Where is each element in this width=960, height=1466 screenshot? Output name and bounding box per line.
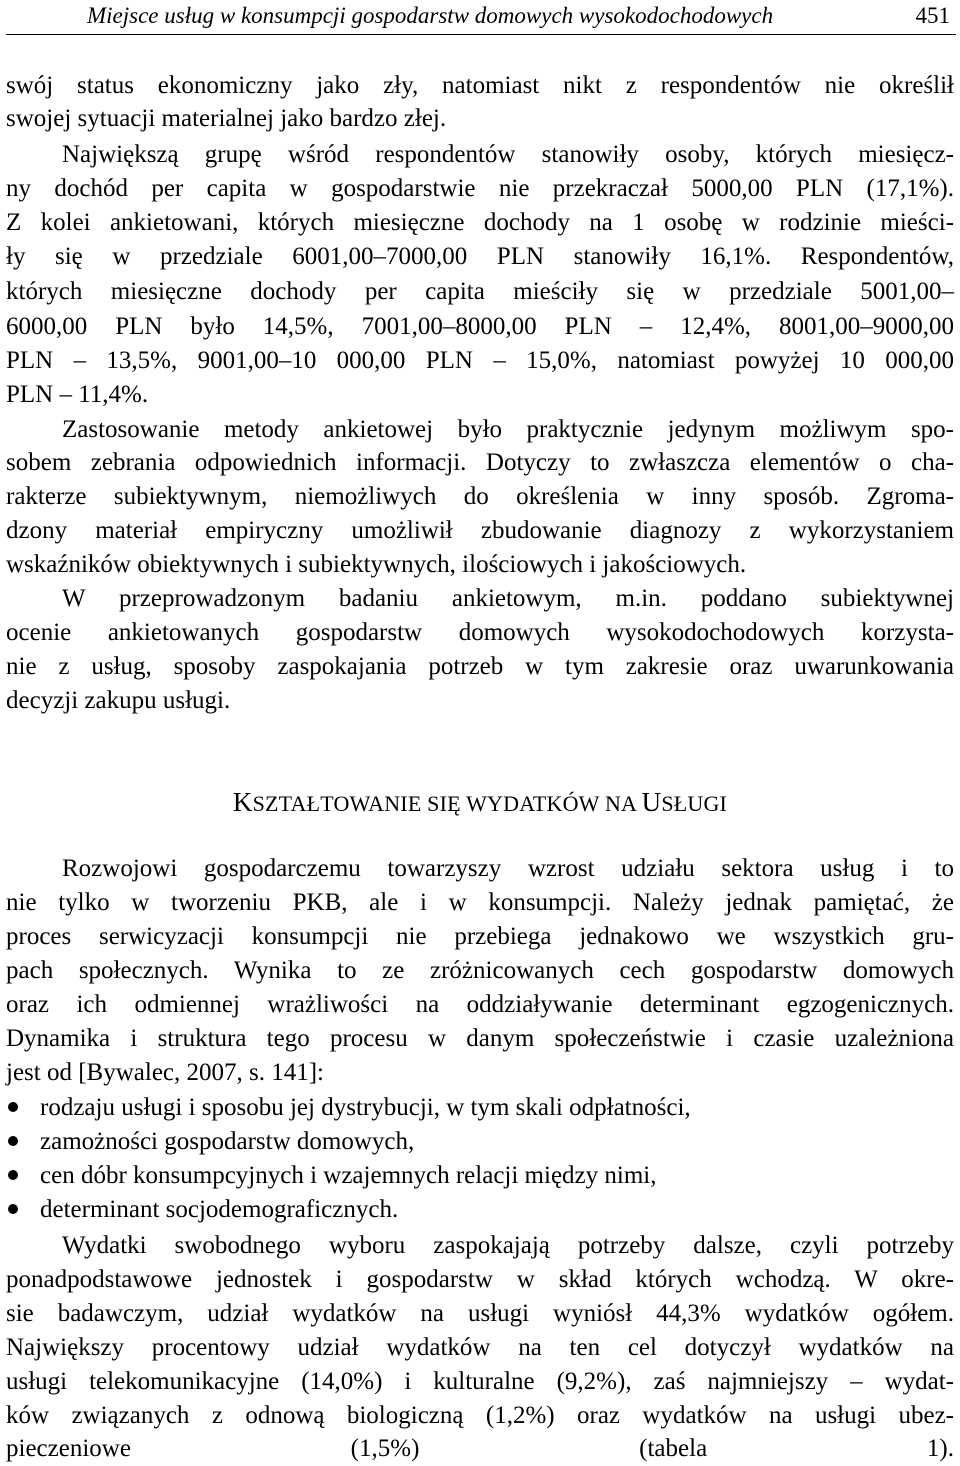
text-line: dzony materiał empiryczny umożliwił zbudowanie diagnozy z wykorzystaniem bbox=[6, 517, 954, 544]
text-line: rakterze subiektywnym, niemożliwych do określenia w inny sposób. Zgroma- bbox=[6, 483, 954, 510]
bullet-icon bbox=[8, 1136, 18, 1146]
text-line: Rozwojowi gospodarczemu towarzyszy wzrost udziału sektora usług i to bbox=[62, 855, 954, 882]
text-line: ny dochód per capita w gospodarstwie nie przekraczał 5000,00 PLN (17,1%). bbox=[6, 175, 954, 202]
running-title: Miejsce usług w konsumpcji gospodarstw domowych wysokodochodowych bbox=[87, 3, 774, 28]
text-line: swój status ekonomiczny jako zły, natomiast nikt z respondentów nie określił bbox=[6, 72, 954, 99]
list-item-text: rodzaju usługi i sposobu jej dystrybucji, w tym skali odpłatności, bbox=[40, 1094, 691, 1121]
list-item bbox=[6, 1125, 954, 1158]
list-item bbox=[6, 1193, 954, 1226]
list-item-text: cen dóbr konsumpcyjnych i wzajemnych relacji między nimi, bbox=[40, 1162, 657, 1189]
list-item-text: determinant socjodemograficznych. bbox=[40, 1196, 399, 1223]
section-heading: KSZTAŁTOWANIE SIĘ WYDATKÓW NA USŁUGI bbox=[232, 787, 728, 817]
text-line: sobem zebrania odpowiednich informacji. Dotyczy to zwłaszcza elementów o cha- bbox=[6, 449, 954, 476]
text-line: W przeprowadzonym badaniu ankietowym, m.in. poddano subiektywnej bbox=[62, 585, 954, 612]
bullet-icon bbox=[8, 1102, 18, 1112]
text-line: wskaźników obiektywnych i subiektywnych, ilościowych i jakościowych. bbox=[6, 551, 747, 578]
list-item bbox=[6, 1159, 954, 1192]
text-line: sie badawczym, udział wydatków na usługi wyniósł 44,3% wydatków ogółem. bbox=[6, 1300, 954, 1327]
text-line: swojej sytuacji materialnej jako bardzo złej. bbox=[6, 105, 447, 132]
bullet-icon bbox=[8, 1170, 18, 1180]
bullet-icon bbox=[8, 1204, 18, 1214]
text-line: Z kolei ankietowani, których miesięczne dochody na 1 osobę w rodzinie mieści- bbox=[6, 209, 954, 236]
text-line: PLN – 13,5%, 9001,00–10 000,00 PLN – 15,0%, natomiast powyżej 10 000,00 bbox=[6, 347, 954, 374]
page-number: 451 bbox=[915, 3, 950, 28]
list-item-text: zamożności gospodarstw domowych, bbox=[40, 1128, 415, 1155]
text-line: Zastosowanie metody ankietowej było praktycznie jedynym możliwym spo- bbox=[62, 416, 954, 443]
text-line: nie z usług, sposoby zaspokajania potrzeb w tym zakresie oraz uwarunkowania bbox=[6, 653, 954, 680]
text-line: 6000,00 PLN było 14,5%, 7001,00–8000,00 PLN – 12,4%, 8001,00–9000,00 bbox=[6, 313, 954, 340]
text-line: ponadpodstawowe jednostek i gospodarstw w skład których wchodzą. W okre- bbox=[6, 1266, 954, 1293]
text-line: PLN – 11,4%. bbox=[6, 381, 149, 408]
text-line: pach społecznych. Wynika to ze zróżnicowanych cech gospodarstw domowych bbox=[6, 957, 954, 984]
text-line: Największy procentowy udział wydatków na ten cel dotyczył wydatków na bbox=[6, 1334, 954, 1361]
running-header bbox=[6, 0, 956, 35]
text-line: których miesięczne dochody per capita mieściły się w przedziale 5001,00– bbox=[6, 278, 954, 305]
text-line: ocenie ankietowanych gospodarstw domowych wysokodochodowych korzysta- bbox=[6, 619, 954, 646]
text-line: Wydatki swobodnego wyboru zaspokajają potrzeby dalsze, czyli potrzeby bbox=[62, 1232, 954, 1259]
text-line: pieczeniowe (1,5%) (tabela 1). bbox=[6, 1435, 954, 1462]
text-line: nie tylko w tworzeniu PKB, ale i w konsumpcji. Należy jednak pamiętać, że bbox=[6, 889, 954, 916]
text-line: ków związanych z odnową biologiczną (1,2%) oraz wydatków na usługi ubez- bbox=[6, 1402, 954, 1429]
text-line: usługi telekomunikacyjne (14,0%) i kulturalne (9,2%), zaś najmniejszy – wydat- bbox=[6, 1368, 954, 1395]
text-line: decyzji zakupu usługi. bbox=[6, 687, 231, 714]
text-line: oraz ich odmiennej wrażliwości na oddziaływanie determinant egzogenicznych. bbox=[6, 991, 954, 1018]
text-line: Największą grupę wśród respondentów stanowiły osoby, których miesięcz- bbox=[62, 141, 954, 168]
text-line: Dynamika i struktura tego procesu w danym społeczeństwie i czasie uzależniona bbox=[6, 1025, 954, 1052]
text-line: proces serwicyzacji konsumpcji nie przebiega jednakowo we wszystkich gru- bbox=[6, 923, 954, 950]
text-line: ły się w przedziale 6001,00–7000,00 PLN stanowiły 16,1%. Respondentów, bbox=[6, 243, 954, 270]
list-item bbox=[6, 1091, 954, 1124]
text-line: jest od [Bywalec, 2007, s. 141]: bbox=[6, 1059, 325, 1086]
